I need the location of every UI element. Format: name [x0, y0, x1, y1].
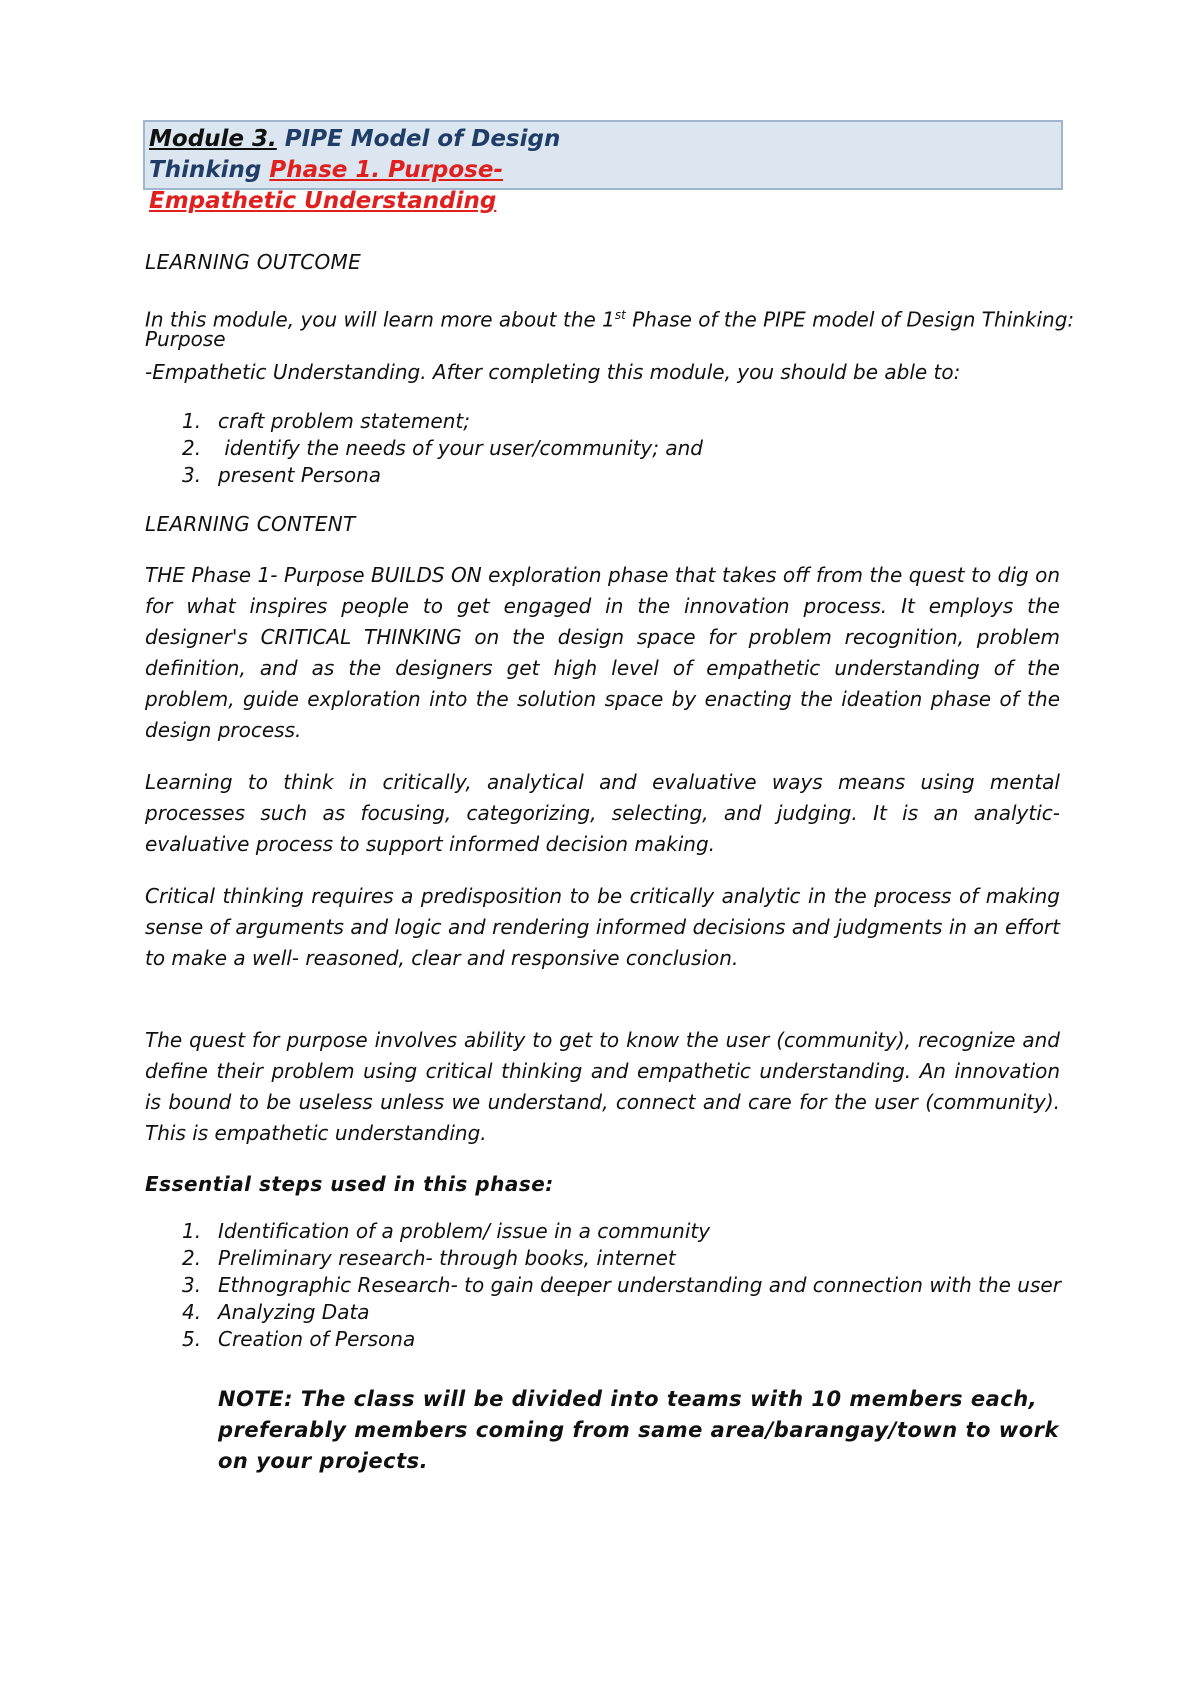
steps-list [182, 1218, 1061, 1353]
phase-title: Phase 1. Purpose- [269, 157, 504, 183]
module-title-continued: Thinking [149, 157, 270, 183]
learning-outcome-heading: LEARNING OUTCOME [145, 250, 362, 274]
outcome-intro-line-1 [145, 303, 1074, 332]
superscript-st: st [614, 308, 626, 322]
title-line-1 [149, 124, 1057, 155]
outcome-list [182, 408, 703, 489]
content-paragraph-3: Critical thinking requires a predisposition to be critically analytic in the process of making sense of arguments and logic and rendering informed decisions and judgments in an effort to make a well- reasoned, clear and responsive conclusion. [145, 884, 1060, 970]
steps-heading: Essential steps used in this phase: [145, 1172, 554, 1196]
list-item: 5. Creation of Persona [182, 1327, 416, 1351]
phase-title-clipped: Empathetic Understanding [149, 188, 497, 214]
title-line-3 [149, 186, 1057, 217]
list-item: 2. identify the needs of your user/community; and [182, 436, 703, 460]
outcome-intro-part1: In this module, you will learn more about the 1 [145, 307, 615, 332]
content-paragraph-1: THE Phase 1- Purpose BUILDS ON exploration phase that takes off from the quest to dig on for what inspires people to get engaged in the innovation process. It employs the designer's CRITICAL THINKING on the design space for problem recognition, problem definition, and as the designers get high level of empathetic understanding of the problem, guide exploration into the solution space by enacting the ideation phase of the design process. [145, 563, 1060, 742]
content-paragraph-2: Learning to think in critically, analytical and evaluative ways means using mental processes such as focusing, categorizing, selecting, and judging. It is an analytic-evaluative process to support informed decision making. [145, 770, 1060, 856]
list-item: 3. present Persona [182, 463, 381, 487]
list-item: 2. Preliminary research- through books, internet [182, 1246, 676, 1270]
outcome-intro-line-2: Purpose [145, 327, 226, 351]
content-paragraph-4: The quest for purpose involves ability to get to know the user (community), recognize and define their problem using critical thinking and empathetic understanding. An innovation is bound to be useless unless we understand, connect and care for the user (community). This is empathetic understanding. [145, 1028, 1060, 1145]
title-line-2 [149, 155, 1057, 186]
learning-content-heading: LEARNING CONTENT [145, 512, 356, 536]
module-title-box [143, 120, 1063, 214]
outcome-intro-line-3: -Empathetic Understanding. After completing this module, you should be able to: [145, 360, 961, 384]
list-item: 4. Analyzing Data [182, 1300, 370, 1324]
list-item: 1. craft problem statement; [182, 409, 470, 433]
list-item: 3. Ethnographic Research- to gain deeper understanding and connection with the user [182, 1273, 1061, 1297]
list-item: 1. Identification of a problem/ issue in a community [182, 1219, 711, 1243]
module-label: Module 3. [149, 126, 277, 152]
module-title: PIPE Model of Design [276, 126, 561, 152]
outcome-intro-part2: Phase of the PIPE model of Design Thinking: [625, 307, 1075, 332]
team-note: NOTE: The class will be divided into teams with 10 members each, preferably members coming from same area/barangay/town to work on your projects. [218, 1387, 1059, 1473]
